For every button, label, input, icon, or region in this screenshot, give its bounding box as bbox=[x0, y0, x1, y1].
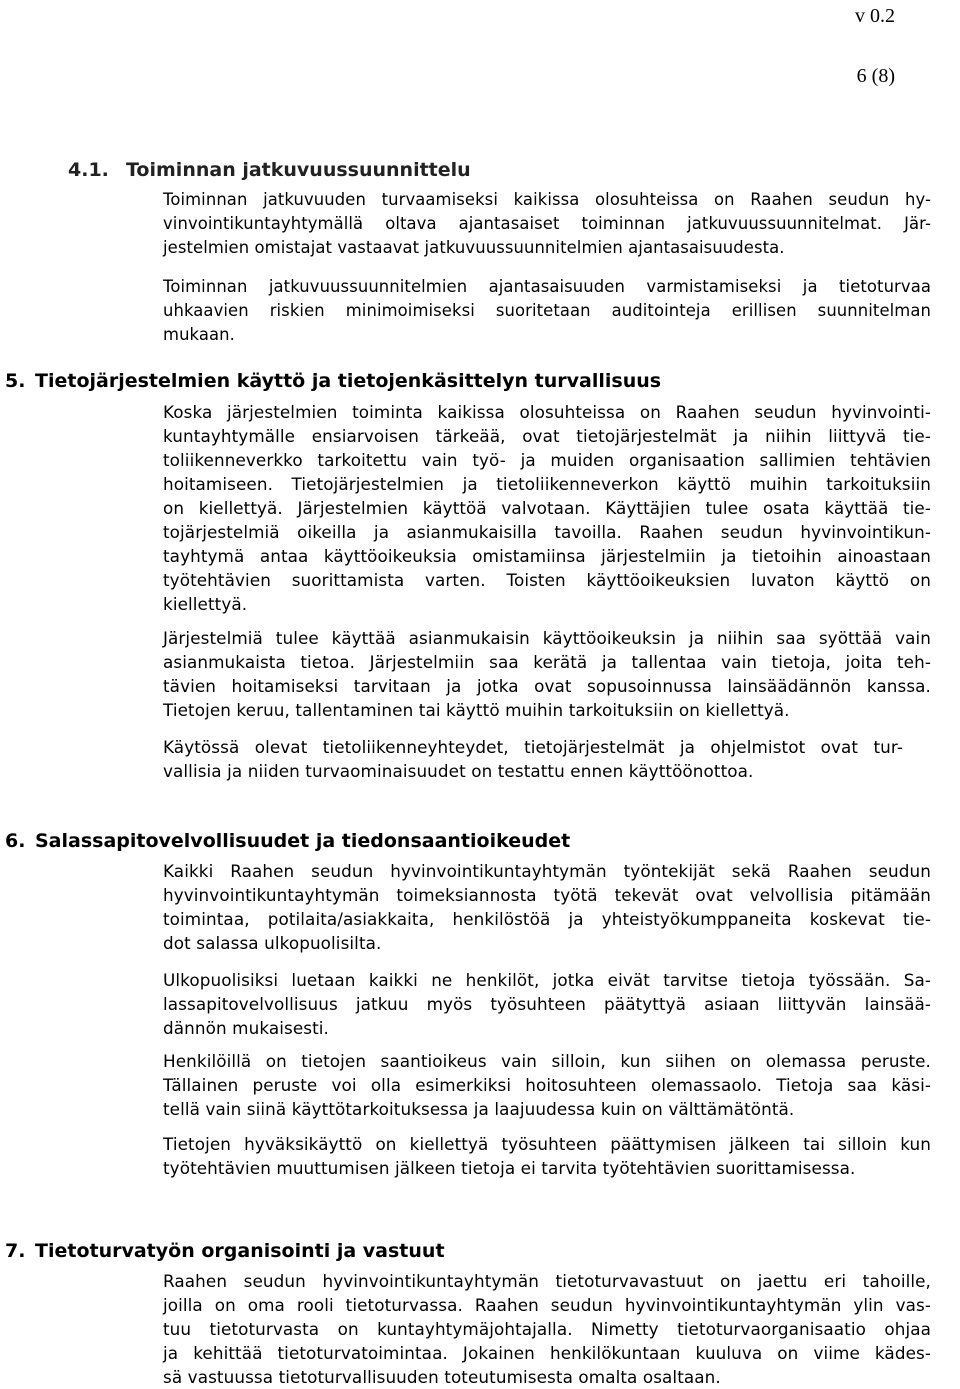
section-number: 4.1. bbox=[68, 159, 109, 181]
text-line: hyvinvointikuntayhtymän toimeksiannosta työtä tekevät ovat velvollisia pitämään bbox=[163, 885, 931, 905]
section-6-heading bbox=[5, 828, 570, 854]
text-line: Tällainen peruste voi olla esimerkiksi hoitosuhteen olemassaolo. Tietoja saa käsi- bbox=[163, 1075, 931, 1095]
text-line: mukaan. bbox=[163, 325, 235, 344]
text-line: Koska järjestelmien toiminta kaikissa olosuhteissa on Raahen seudun hyvinvointi- bbox=[163, 402, 931, 422]
text-line: Raahen seudun hyvinvointikuntayhtymän tietoturvavastuut on jaettu eri tahoille, bbox=[163, 1271, 931, 1291]
section-title: Salassapitovelvollisuudet ja tiedonsaantioikeudet bbox=[35, 830, 571, 852]
section-4-1-heading bbox=[68, 157, 471, 183]
text-line: Kaikki Raahen seudun hyvinvointikuntayhtymän työntekijät sekä Raahen seudun bbox=[163, 861, 931, 881]
text-line: Ulkopuolisiksi luetaan kaikki ne henkilöt, jotka eivät tarvitse tietoja työssään. Sa- bbox=[163, 970, 931, 990]
text-line: tuu tietoturvasta on kuntayhtymäjohtajalla. Nimetty tietoturvaorganisaatio ohjaa bbox=[163, 1319, 931, 1339]
section-6-paragraph-2 bbox=[163, 968, 931, 1040]
text-line: lassapitovelvollisuus jatkuu myös työsuhteen päätyttyä asiaan liittyvän lainsää- bbox=[163, 994, 931, 1014]
section-5-paragraph-2 bbox=[163, 626, 931, 722]
text-line: vallisia ja niiden turvaominaisuudet on testattu ennen käyttöönottoa. bbox=[163, 761, 754, 781]
page-header bbox=[855, 2, 895, 90]
text-line: Toiminnan jatkuvuussuunnitelmien ajantasaisuuden varmistamiseksi ja tietoturvaa bbox=[163, 277, 931, 296]
text-line: Toiminnan jatkuvuuden turvaamiseksi kaikissa olosuhteissa on Raahen seudun hy- bbox=[163, 190, 931, 209]
text-line: tävien hoitamiseksi tarvitaan ja jotka ovat sopusoinnussa lainsäädännön kanssa. bbox=[163, 676, 931, 696]
section-5-heading bbox=[5, 368, 661, 394]
text-line: Järjestelmiä tulee käyttää asianmukaisin käyttöoikeuksin ja niihin saa syöttää vain bbox=[163, 628, 931, 648]
section-5-paragraph-1 bbox=[163, 400, 931, 616]
text-line: jestelmien omistajat vastaavat jatkuvuussuunnitelmien ajantasaisuudesta. bbox=[163, 238, 785, 257]
section-5-paragraph-3 bbox=[163, 735, 903, 783]
section-number: 7. bbox=[5, 1240, 26, 1262]
section-6-paragraph-1 bbox=[163, 859, 931, 955]
section-6-paragraph-3 bbox=[163, 1049, 931, 1121]
text-line: toimintaa, potilaita/asiakkaita, henkilöstöä ja yhteistyökumppaneita koskevat tie- bbox=[163, 909, 931, 929]
page-number: 6 (8) bbox=[856, 65, 895, 87]
text-line: kiellettyä. bbox=[163, 594, 248, 614]
text-line: dot salassa ulkopuolisilta. bbox=[163, 933, 382, 953]
text-line: Tietojen hyväksikäyttö on kiellettyä työsuhteen päättymisen jälkeen tai silloin kun bbox=[163, 1134, 931, 1154]
text-line: työtehtävien muuttumisen jälkeen tietoja ei tarvita työtehtävien suorittamisessa. bbox=[163, 1158, 856, 1178]
text-line: on kiellettyä. Järjestelmien käyttöä valvotaan. Käyttäjien tulee osata käyttää tie- bbox=[163, 498, 931, 518]
section-6-paragraph-4 bbox=[163, 1132, 931, 1180]
text-line: uhkaavien riskien minimoimiseksi suoritetaan auditointeja erillisen suunnitelman bbox=[163, 301, 931, 320]
section-title: Tietojärjestelmien käyttö ja tietojenkäsittelyn turvallisuus bbox=[35, 370, 662, 392]
section-7-paragraph-1 bbox=[163, 1269, 931, 1389]
text-line: Tietojen keruu, tallentaminen tai käyttö muihin tarkoituksiin on kiellettyä. bbox=[163, 700, 790, 720]
document-version: v 0.2 bbox=[855, 5, 895, 27]
text-line: tojärjestelmiä oikeilla ja asianmukaisilla tavoilla. Raahen seudun hyvinvointikun- bbox=[163, 522, 931, 542]
text-line: kuntayhtymälle ensiarvoisen tärkeää, ovat tietojärjestelmät ja niihin liittyvä tie- bbox=[163, 426, 931, 446]
section-number: 6. bbox=[5, 830, 26, 852]
text-line: tayhtymä antaa käyttöoikeuksia omistamiinsa järjestelmiin ja tietoihin ainoastaan bbox=[163, 546, 931, 566]
section-4-1-paragraph-2 bbox=[163, 275, 931, 347]
text-line: tellä vain siinä käyttötarkoituksessa ja laajuudessa kuin on välttämätöntä. bbox=[163, 1099, 795, 1119]
text-line: toliikenneverkko tarkoitettu vain työ- ja muiden organisaation sallimien tehtävien bbox=[163, 450, 931, 470]
text-line: dännön mukaisesti. bbox=[163, 1018, 329, 1038]
text-line: ja kehittää tietoturvatoimintaa. Jokainen henkilökuntaan kuuluva on viime kädes- bbox=[163, 1343, 931, 1363]
section-title: Tietoturvatyön organisointi ja vastuut bbox=[35, 1240, 445, 1262]
text-line: työtehtävien suorittamista varten. Toisten käyttöoikeuksien luvaton käyttö on bbox=[163, 570, 931, 590]
text-line: sä vastuussa tietoturvallisuuden toteutumisesta omalta osaltaan. bbox=[163, 1367, 721, 1387]
text-line: hoitamiseen. Tietojärjestelmien ja tietoliikenneverkon käyttö muihin tarkoituksiin bbox=[163, 474, 931, 494]
text-line: asianmukaista tietoa. Järjestelmiin saa kerätä ja tallentaa vain tietoja, joita teh- bbox=[163, 652, 931, 672]
text-line: Käytössä olevat tietoliikenneyhteydet, tietojärjestelmät ja ohjelmistot ovat tur- bbox=[163, 737, 903, 757]
section-title: Toiminnan jatkuvuussuunnittelu bbox=[126, 159, 471, 181]
section-4-1-paragraph-1 bbox=[163, 188, 931, 260]
section-7-heading bbox=[5, 1238, 445, 1264]
section-number: 5. bbox=[5, 370, 26, 392]
text-line: vinvointikuntayhtymällä oltava ajantasaiset toiminnan jatkuvuussuunnitelmat. Jär- bbox=[163, 214, 931, 233]
text-line: joilla on oma rooli tietoturvassa. Raahen seudun hyvinvointikuntayhtymän ylin vas- bbox=[163, 1295, 931, 1315]
text-line: Henkilöillä on tietojen saantioikeus vain silloin, kun siihen on olemassa peruste. bbox=[163, 1051, 931, 1071]
